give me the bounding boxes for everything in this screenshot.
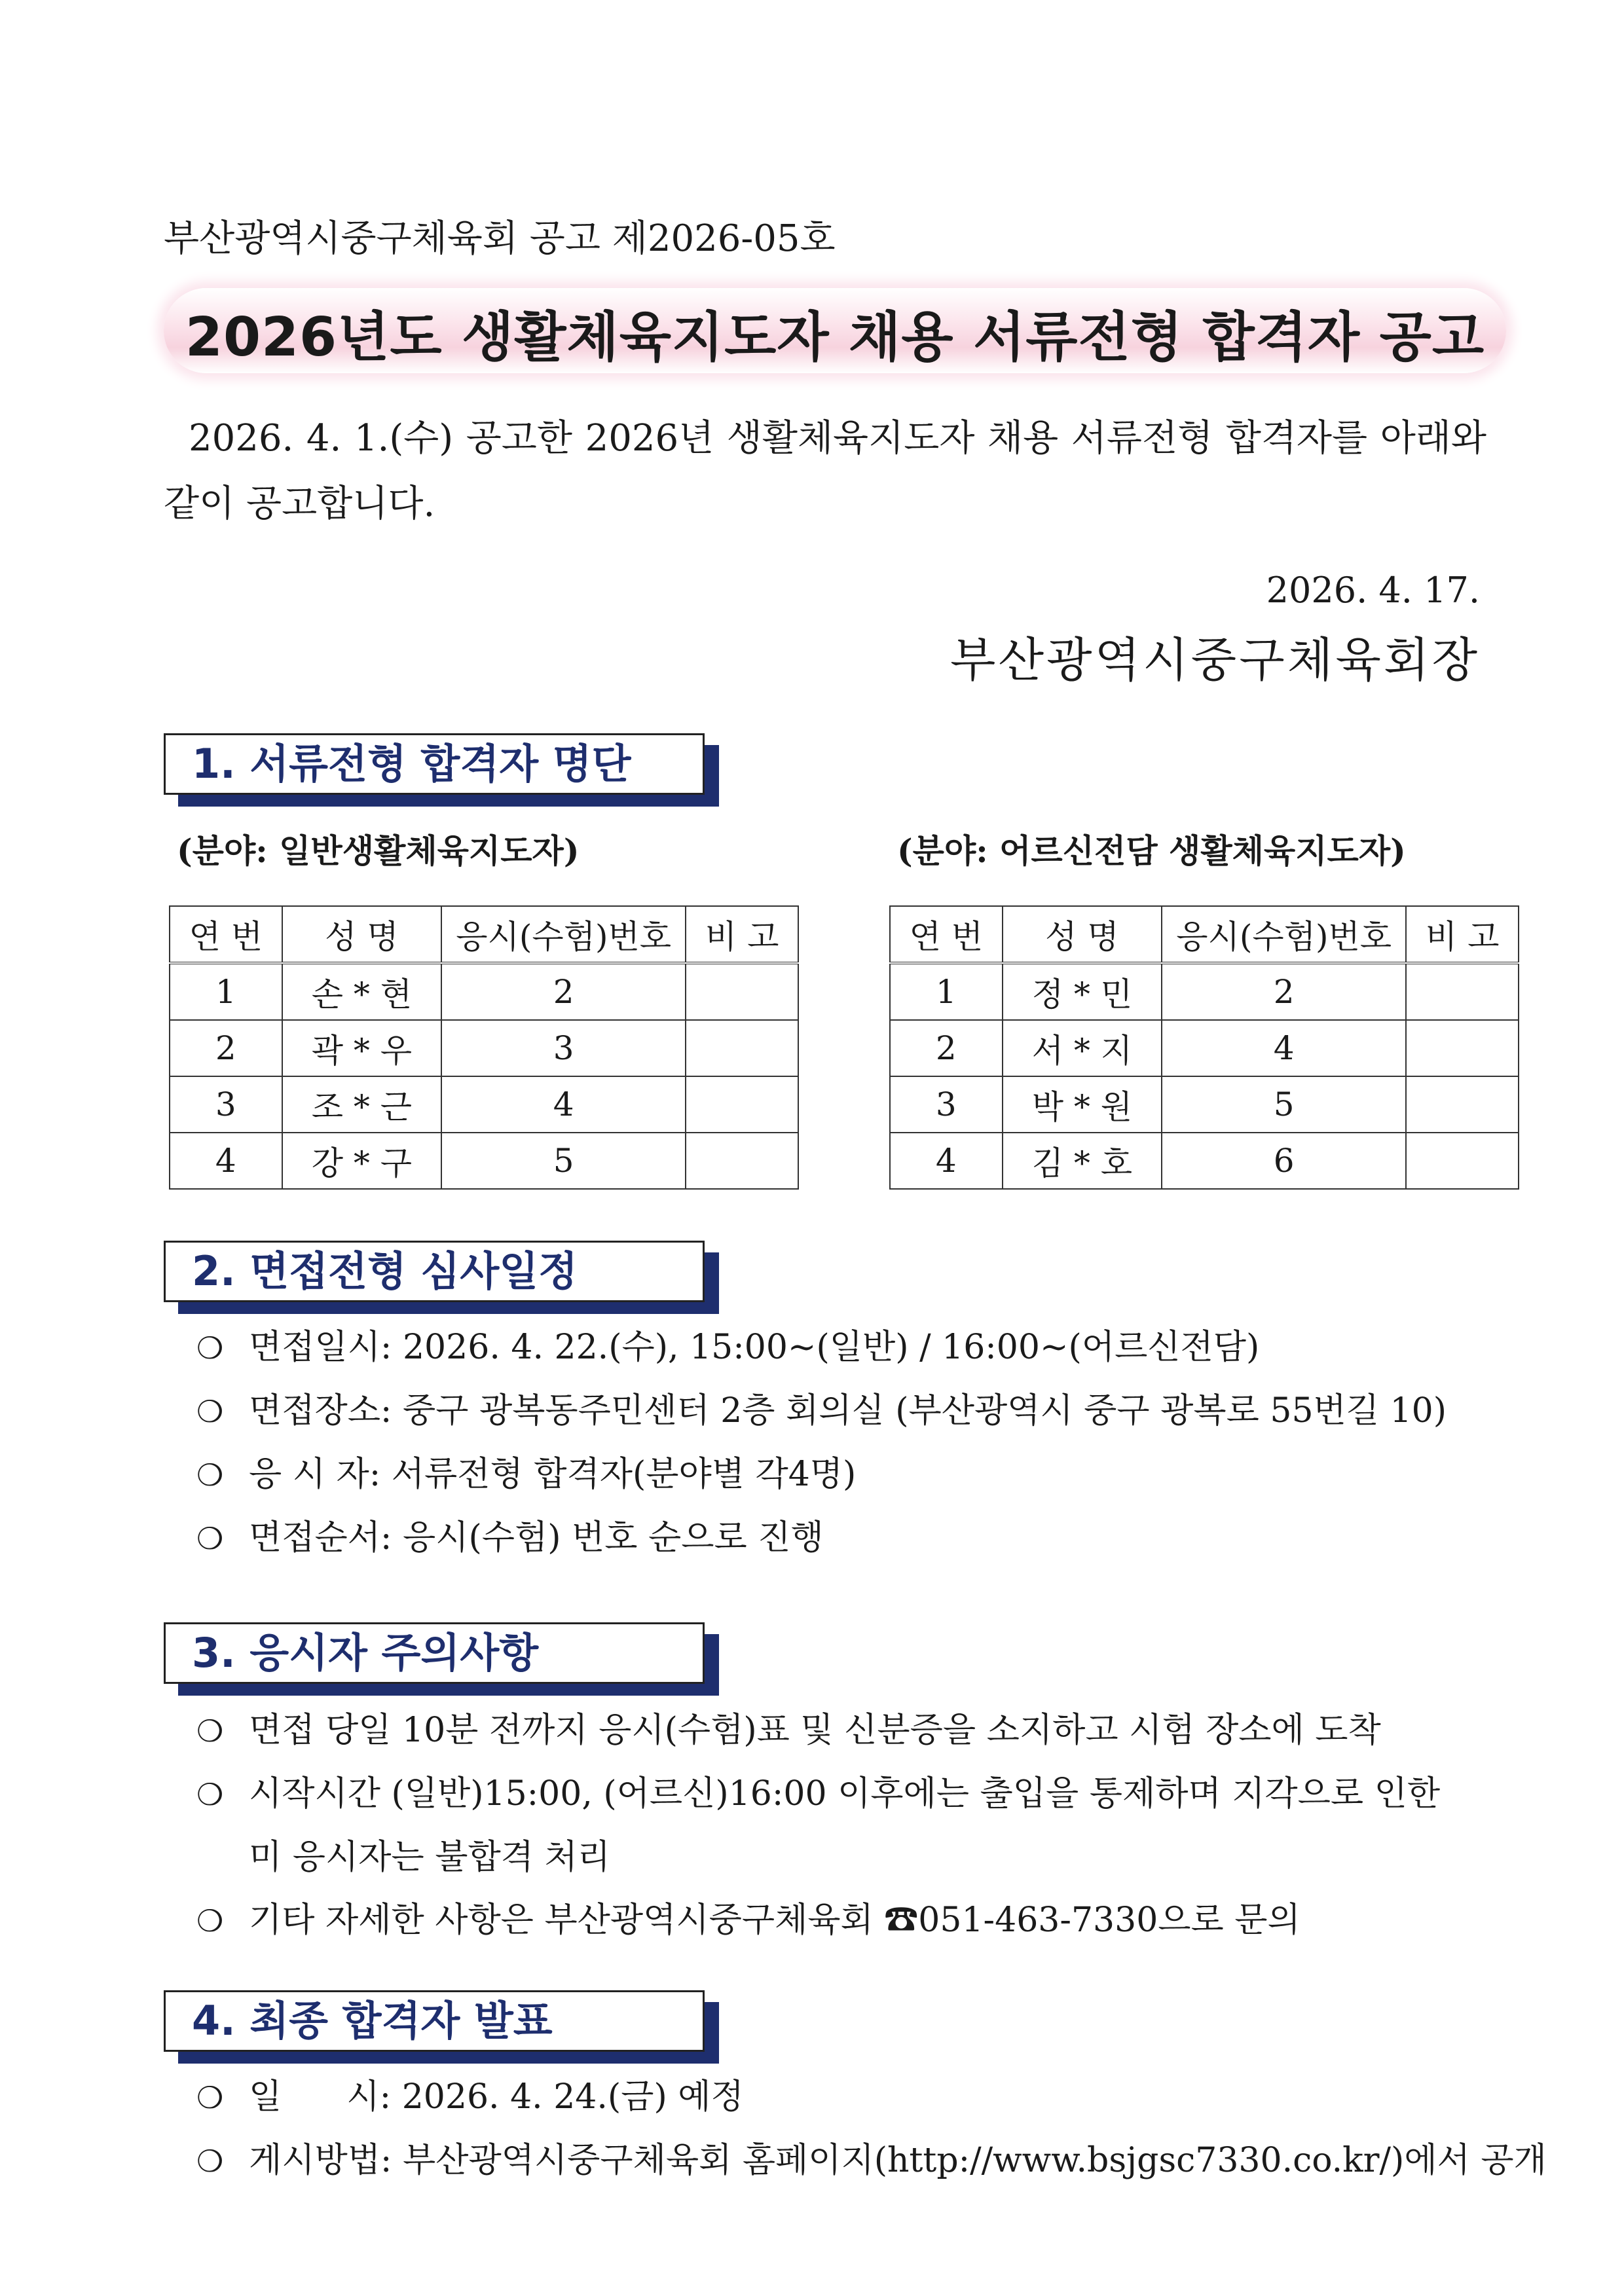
cell-name: 김 * 호 [1003, 1133, 1162, 1189]
section4-list [196, 2066, 1547, 2193]
section2-header [164, 1241, 705, 1302]
issuer-name: 부산광역시중구체육회장 [950, 632, 1480, 687]
senior-roster-table [889, 905, 1519, 1190]
cell-exam: 3 [441, 1020, 686, 1076]
field-general-label: (분야: 일반생활체육지도자) [177, 831, 580, 870]
notice-date: 2026. 4. 17. [1266, 570, 1480, 611]
col-header-exam: 응시(수험)번호 [1162, 906, 1406, 963]
circle-bullet-icon: ❍ [196, 2080, 224, 2115]
list-item: ❍ 일 시: 2026. 4. 24.(금) 예정 [196, 2066, 1547, 2129]
cell-note [1406, 963, 1519, 1020]
intro-paragraph: 2026. 4. 1.(수) 공고한 2026년 생활체육지도자 채용 서류전형 합격자를 아래와 같이 공고합니다. [164, 417, 1486, 525]
cell-exam: 5 [441, 1133, 686, 1189]
section3-list [196, 1699, 1440, 1952]
notice-number: 부산광역시중구체육회 공고 제2026-05호 [164, 217, 836, 260]
circle-bullet-icon: ❍ [196, 1903, 224, 1939]
list-item: ❍ 면접장소: 중구 광복동주민센터 2층 회의실 (부산광역시 중구 광복로 55번길 10) [196, 1379, 1447, 1443]
cell-exam: 6 [1162, 1133, 1406, 1189]
cell-exam: 2 [1162, 963, 1406, 1020]
circle-bullet-icon: ❍ [196, 1777, 224, 1812]
cell-name: 서 * 지 [1003, 1020, 1162, 1076]
cell-exam: 5 [1162, 1076, 1406, 1133]
cell-no: 1 [890, 963, 1003, 1020]
circle-bullet-icon: ❍ [196, 1521, 224, 1556]
col-header-no: 연 번 [890, 906, 1003, 963]
cell-note [686, 963, 798, 1020]
table-row [890, 1133, 1519, 1189]
list-item: ❍ 면접일시: 2026. 4. 22.(수), 15:00~(일반) / 16:00~(어르신전담) [196, 1316, 1447, 1379]
list-item: ❍ 면접순서: 응시(수험) 번호 순으로 진행 [196, 1506, 1447, 1570]
cell-no: 4 [890, 1133, 1003, 1189]
cell-exam: 4 [1162, 1020, 1406, 1076]
table-row [170, 1133, 798, 1189]
circle-bullet-icon: ❍ [196, 1330, 224, 1366]
general-roster-table [169, 905, 799, 1190]
col-header-note: 비 고 [686, 906, 798, 963]
section1-title: 1. 서류전형 합격자 명단 [192, 740, 631, 788]
col-header-name: 성 명 [282, 906, 441, 963]
cell-no: 4 [170, 1133, 282, 1189]
table-row [170, 1076, 798, 1133]
circle-bullet-icon: ❍ [196, 1394, 224, 1429]
cell-note [1406, 1133, 1519, 1189]
cell-no: 3 [890, 1076, 1003, 1133]
list-item-continuation: 미 응시자는 불합격 처리 [249, 1838, 610, 1877]
table-row [170, 963, 798, 1020]
section3-header [164, 1622, 705, 1684]
cell-note [686, 1133, 798, 1189]
circle-bullet-icon: ❍ [196, 1457, 224, 1493]
list-item: ❍ 기타 자세한 사항은 부산광역시중구체육회 ☎051-463-7330으로 문의 [196, 1889, 1440, 1952]
cell-note [1406, 1076, 1519, 1133]
section1-header [164, 733, 705, 795]
col-header-name: 성 명 [1003, 906, 1162, 963]
cell-no: 3 [170, 1076, 282, 1133]
page-title: 2026년도 생활체육지도자 채용 서류전형 합격자 공고 [185, 306, 1485, 369]
col-header-no: 연 번 [170, 906, 282, 963]
col-header-note: 비 고 [1406, 906, 1519, 963]
cell-exam: 4 [441, 1076, 686, 1133]
section4-title: 4. 최종 합격자 발표 [192, 1997, 553, 2045]
list-item: ❍ 면접 당일 10분 전까지 응시(수험)표 및 신분증을 소지하고 시험 장소에 도착 [196, 1699, 1440, 1762]
section2-list [196, 1316, 1447, 1570]
section4-header [164, 1990, 705, 2052]
cell-name: 박 * 원 [1003, 1076, 1162, 1133]
section2-title: 2. 면접전형 심사일정 [192, 1247, 578, 1295]
cell-no: 1 [170, 963, 282, 1020]
field-senior-label: (분야: 어르신전담 생활체육지도자) [897, 831, 1406, 870]
cell-no: 2 [890, 1020, 1003, 1076]
cell-note [1406, 1020, 1519, 1076]
cell-no: 2 [170, 1020, 282, 1076]
cell-note [686, 1076, 798, 1133]
cell-name: 정 * 민 [1003, 963, 1162, 1020]
list-item: ❍ 시작시간 (일반)15:00, (어르신)16:00 이후에는 출입을 통제하며 지각으로 인한 [196, 1762, 1440, 1826]
table-row [890, 1076, 1519, 1133]
table-row [170, 1020, 798, 1076]
cell-name: 곽 * 우 [282, 1020, 441, 1076]
list-item: ❍ 응 시 자: 서류전형 합격자(분야별 각4명) [196, 1443, 1447, 1506]
cell-note [686, 1020, 798, 1076]
cell-name: 강 * 구 [282, 1133, 441, 1189]
col-header-exam: 응시(수험)번호 [441, 906, 686, 963]
table-row [890, 1020, 1519, 1076]
circle-bullet-icon: ❍ [196, 2143, 224, 2179]
table-row [890, 963, 1519, 1020]
section3-title: 3. 응시자 주의사항 [192, 1629, 539, 1677]
list-item: ❍ 게시방법: 부산광역시중구체육회 홈페이지(http://www.bsjgsc7330.co.kr/)에서 공개 [196, 2129, 1547, 2193]
cell-name: 손 * 현 [282, 963, 441, 1020]
cell-name: 조 * 근 [282, 1076, 441, 1133]
cell-exam: 2 [441, 963, 686, 1020]
circle-bullet-icon: ❍ [196, 1713, 224, 1749]
